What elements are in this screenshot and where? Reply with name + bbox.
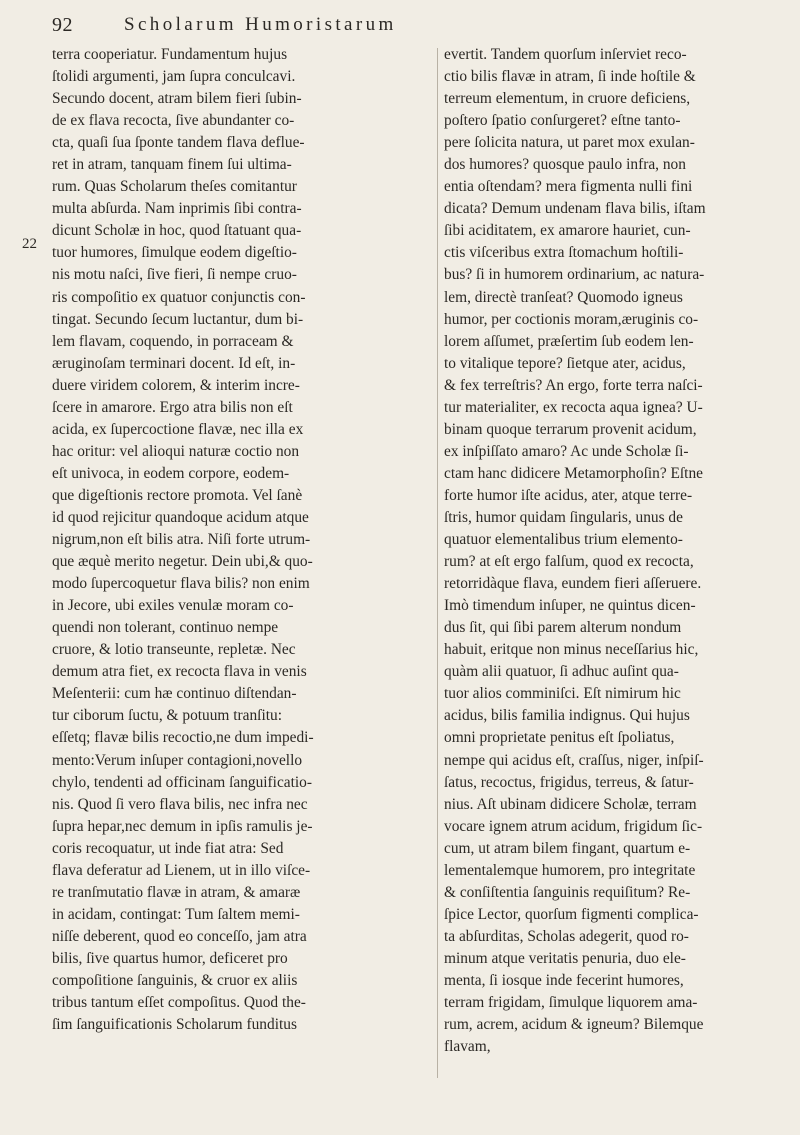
- text-line: lementalemque humorem, pro integritate: [444, 861, 696, 879]
- text-line: vocare ignem atrum acidum, frigidum ſic-: [444, 817, 703, 835]
- text-line: nius. Aſt ubinam didicere Scholæ, terram: [444, 795, 697, 813]
- text-line: hac oritur: vel alioqui naturæ coctio non: [52, 442, 300, 460]
- text-line: ſim ſanguificationis Scholarum funditus: [52, 1016, 297, 1034]
- text-line: acida, ex ſupercoctione flavæ, nec illa ex: [52, 420, 304, 438]
- text-line: & fex terreſtris? An ergo, forte terra naſci-: [444, 376, 703, 394]
- text-line: compoſitione ſanguinis, & cruor ex aliis: [52, 971, 298, 989]
- text-line: binam quoque terrarum provenit acidum,: [444, 420, 697, 438]
- text-line: forte humor iſte acidus, ater, atque terre-: [444, 486, 693, 504]
- text-line: dicunt Scholæ in hoc, quod ſtatuant qua-: [52, 222, 302, 240]
- left-text-column: [52, 44, 430, 1036]
- text-line: coris recoquatur, ut inde fiat atra: Sed: [52, 839, 284, 857]
- text-line: cta, quaſi ſua ſponte tandem flava deflue-: [52, 134, 305, 152]
- text-line: æruginoſam terminari docent. Id eſt, in-: [52, 354, 296, 372]
- text-line: ctis viſceribus extra ſtomachum hoſtili-: [444, 244, 684, 262]
- text-line: terram frigidam, ſimulque liquorem ama-: [444, 994, 698, 1012]
- text-line: flava deferatur ad Lienem, ut in illo viſce-: [52, 861, 311, 879]
- text-line: re tranſmutatio flavæ in atram, & amaræ: [52, 883, 301, 901]
- text-line: id quod rejicitur quandoque acidum atque: [52, 508, 309, 526]
- text-line: humor, per coctionis moram,æruginis co-: [444, 310, 699, 328]
- text-line: Imò timendum inſuper, ne quintus dicen-: [444, 597, 696, 615]
- text-line: que æquè merito negetur. Dein ubi,& quo-: [52, 553, 313, 571]
- text-line: eſſetq; flavæ bilis recoctio,ne dum impedi-: [52, 729, 314, 747]
- text-line: mento:Verum inſuper contagioni,novello: [52, 751, 303, 769]
- text-line: tribus tantum eſſet compoſitus. Quod the-: [52, 994, 306, 1012]
- text-line: ctam hanc didicere Metamorphoſin? Eſtne: [444, 464, 703, 482]
- text-line: lem, directè tranſeat? Quomodo igneus: [444, 288, 683, 306]
- text-line: dos humores? quosque paulo infra, non: [444, 156, 686, 174]
- text-line: ſpice Lector, quorſum figmenti complica-: [444, 905, 699, 923]
- text-line: cruore, & lotio transeunte, repletæ. Nec: [52, 641, 296, 659]
- text-line: to vitalique tepore? ſietque ater, acidus,: [444, 354, 686, 372]
- text-line: ſtris, humor quidam ſingularis, unus de: [444, 508, 683, 526]
- text-line: bilis, ſive quartus humor, deficeret pro: [52, 949, 288, 967]
- text-line: tingat. Secundo ſecum luctantur, dum bi-: [52, 310, 304, 328]
- text-line: quendi non tolerant, continuo nempe: [52, 619, 279, 637]
- text-line: dicata? Demum undenam flava bilis, iſtam: [444, 200, 706, 218]
- text-line: eſt univoca, in eodem corpore, eodem-: [52, 464, 290, 482]
- text-line: omni proprietate penitus eſt ſpoliatus,: [444, 729, 675, 747]
- text-line: tur materialiter, ex recocta aqua ignea? U-: [444, 398, 703, 416]
- text-line: nis motu naſci, ſive fieri, ſi nempe cruo-: [52, 266, 297, 284]
- text-line: habuit, eritque non minus neceſſarius hic,: [444, 641, 699, 659]
- text-line: acidus, bilis familia indignus. Qui hujus: [444, 707, 690, 725]
- text-line: Secundo docent, atram bilem fieri ſubin-: [52, 90, 302, 108]
- text-line: multa abſurda. Nam inprimis ſibi contra-: [52, 200, 302, 218]
- text-line: de ex flava recocta, ſive abundanter co-: [52, 112, 295, 130]
- column-divider: [437, 48, 438, 1078]
- text-line: nigrum,non eſt bilis atra. Niſi forte utrum-: [52, 531, 311, 549]
- text-line: retorridàque flava, eundem fieri aſſeruere.: [444, 575, 702, 593]
- text-line: in Jecore, ubi exiles venulæ moram co-: [52, 597, 294, 615]
- text-line: terreum elementum, in cruore deficiens,: [444, 90, 691, 108]
- text-line: que digeſtionis rectore promota. Vel ſanè: [52, 486, 303, 504]
- text-line: ſtolidi argumenti, jam ſupra conculcavi.: [52, 68, 296, 86]
- text-line: ta abſurditas, Scholas adegerit, quod ro-: [444, 927, 689, 945]
- text-line: lem flavam, coquendo, in porraceam &: [52, 332, 294, 350]
- text-line: ris compoſitio ex quatuor conjunctis con-: [52, 288, 306, 306]
- running-head: Scholarum Humoristarum: [124, 14, 397, 35]
- text-line: ſatus, recoctus, frigidus, terreus, & ſatur-: [444, 773, 694, 791]
- text-line: ſibi aciditatem, ex amarore hauriet, cun-: [444, 222, 691, 240]
- text-line: bus? ſi in humorem ordinarium, ac natura-: [444, 266, 705, 284]
- text-line: tur ciborum ſuctu, & potuum tranſitu:: [52, 707, 282, 725]
- right-text-column: [444, 44, 762, 1058]
- text-line: quatuor elementalibus trium elemento-: [444, 531, 683, 549]
- text-line: flavam,: [444, 1038, 491, 1056]
- text-line: ctio bilis flavæ in atram, ſi inde hoſtile &: [444, 68, 696, 86]
- text-line: entia oſtendam? mera figmenta nulli fini: [444, 178, 693, 196]
- text-line: pere ſolicita natura, ut paret mox exulan-: [444, 134, 695, 152]
- text-line: duere viridem colorem, & interim incre-: [52, 376, 300, 394]
- margin-number: 22: [22, 236, 37, 252]
- text-line: tuor alios comminiſci. Eſt nimirum hic: [444, 685, 681, 703]
- text-line: lorem aſſumet, præſertim ſub eodem len-: [444, 332, 694, 350]
- text-line: cum, ut atram bilem fingant, quartum e-: [444, 839, 691, 857]
- text-line: poſtero ſpatio conſurgeret? eſtne tanto-: [444, 112, 681, 130]
- text-line: modo ſupercoquetur flava bilis? non enim: [52, 575, 310, 593]
- page-number: 92: [52, 14, 73, 36]
- text-line: nempe qui acidus eſt, craſſus, niger, inſpiſ-: [444, 751, 704, 769]
- text-line: in acidam, contingat: Tum ſaltem memi-: [52, 905, 300, 923]
- text-line: menta, ſi iosque inde fecerint humores,: [444, 971, 684, 989]
- text-line: ex inſpiſſato amaro? Ac unde Scholæ ſi-: [444, 442, 689, 460]
- text-line: Meſenterii: cum hæ continuo diſtendan-: [52, 685, 297, 703]
- text-line: terra cooperiatur. Fundamentum hujus: [52, 46, 288, 63]
- text-line: ſcere in amarore. Ergo atra bilis non eſt: [52, 398, 293, 416]
- text-line: chylo, tendenti ad officinam ſanguificatio-: [52, 773, 312, 791]
- text-line: rum, acrem, acidum & igneum? Bilemque: [444, 1016, 704, 1034]
- text-line: nis. Quod ſi vero flava bilis, nec infra nec: [52, 795, 308, 813]
- text-line: dus ſit, qui ſibi parem alterum nondum: [444, 619, 682, 637]
- text-line: quàm alii quatuor, ſi adhuc auſint qua-: [444, 663, 679, 681]
- text-line: ſupra hepar,nec demum in ipſis ramulis je-: [52, 817, 313, 835]
- text-line: & conſiſtentia ſanguinis requiſitum? Re-: [444, 883, 691, 901]
- text-line: tuor humores, ſimulque eodem digeſtio-: [52, 244, 297, 262]
- page-header: [52, 14, 752, 40]
- text-line: niſſe deberent, quod eo conceſſo, jam atra: [52, 927, 307, 945]
- text-line: minum atque veritatis penuria, duo ele-: [444, 949, 686, 967]
- text-line: rum? at eſt ergo falſum, quod ex recocta,: [444, 553, 694, 571]
- text-line: evertit. Tandem quorſum inſerviet reco-: [444, 46, 687, 63]
- text-line: demum atra fiet, ex recocta flava in venis: [52, 663, 307, 681]
- text-line: rum. Quas Scholarum theſes comitantur: [52, 178, 297, 196]
- text-line: ret in atram, tanquam finem ſui ultima-: [52, 156, 292, 174]
